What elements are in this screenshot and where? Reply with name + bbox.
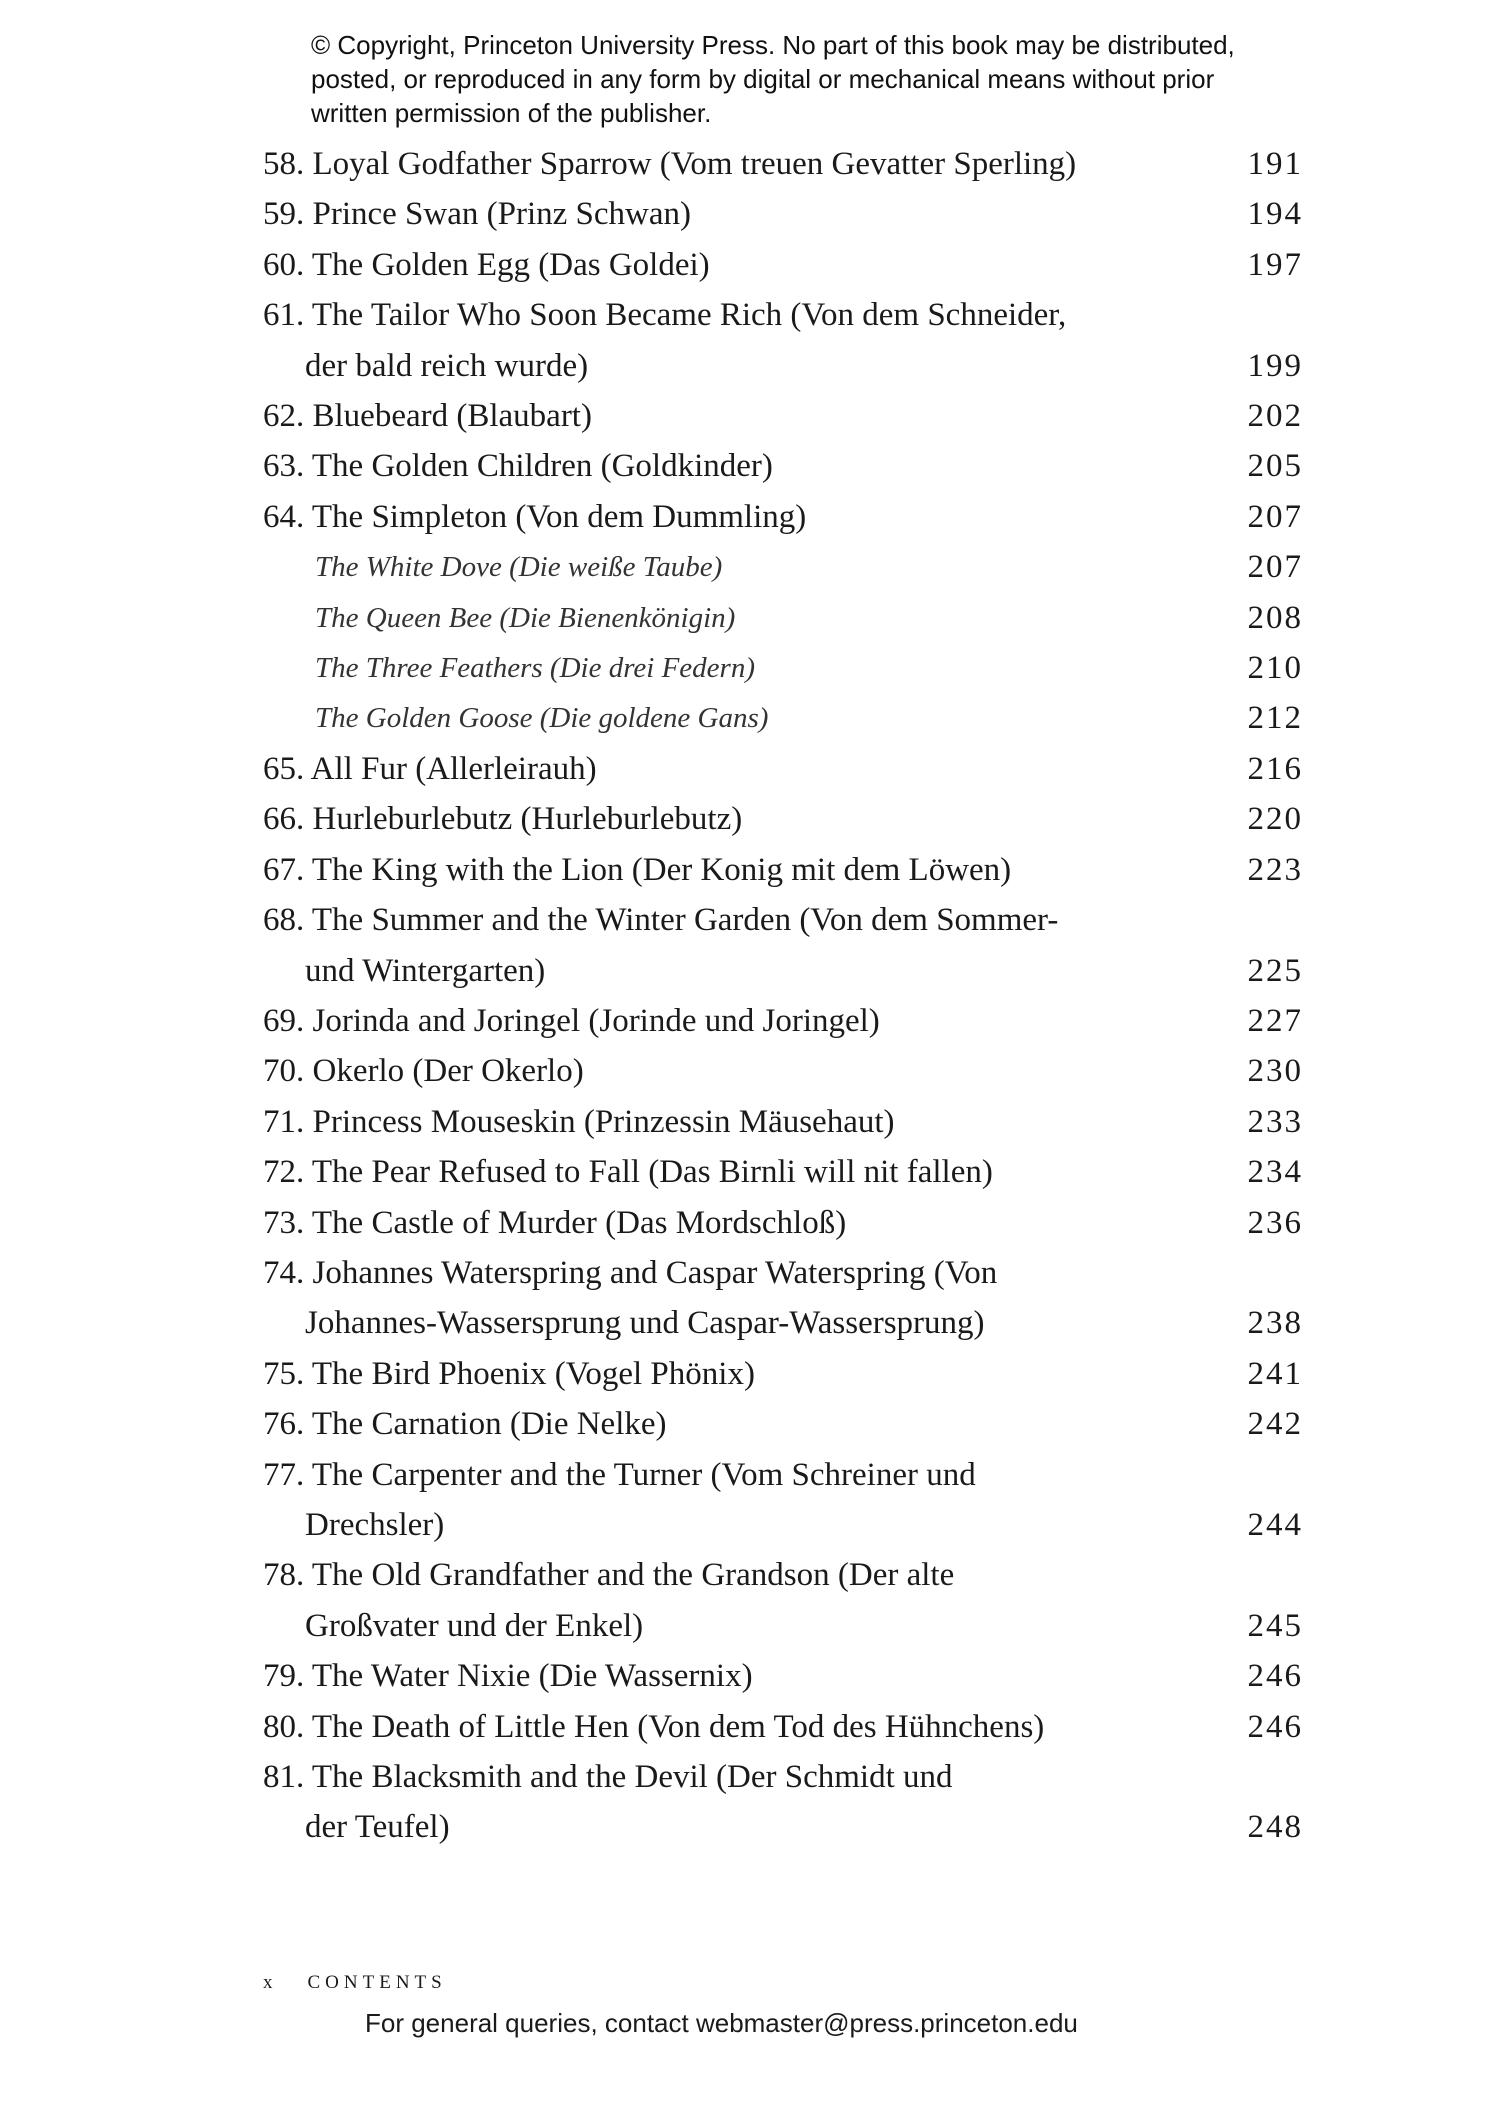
entry-title [263, 794, 1223, 844]
entry-page-number: 208 [1247, 599, 1303, 636]
entry-title [263, 1046, 1223, 1096]
entry-title-line: 64. The Simpleton (Von dem Dummling) [263, 498, 807, 535]
entry-title [263, 542, 1223, 592]
entry-title-line: 73. The Castle of Murder (Das Mordschloß) [263, 1204, 847, 1241]
entry-title-line: Johannes-Wassersprung und Caspar-Wassersprung) [305, 1305, 985, 1342]
entry-title-line: 72. The Pear Refused to Fall (Das Birnli will nit fallen) [263, 1154, 993, 1191]
entry-title-line: 81. The Blacksmith and the Devil (Der Schmidt und [263, 1759, 953, 1795]
entry-page-number: 210 [1247, 650, 1303, 687]
entry-page-number: 233 [1247, 1103, 1303, 1140]
entry-page-number: 238 [1247, 1305, 1303, 1342]
toc-entry [263, 1046, 1303, 1096]
entry-page-number: 197 [1247, 246, 1303, 283]
entry-title [263, 1349, 1223, 1399]
entry-title-line: The Golden Goose (Die goldene Gans) [315, 702, 769, 735]
toc-subentry [263, 693, 1303, 743]
running-head-title: CONTENTS [307, 1972, 447, 1993]
toc-entry [263, 1097, 1303, 1147]
entry-title [263, 693, 1223, 743]
toc-entry [263, 895, 1303, 996]
entry-page-number: 244 [1247, 1506, 1303, 1543]
entry-title [263, 290, 1223, 391]
entry-page-number: 245 [1247, 1607, 1303, 1644]
table-of-contents [263, 139, 1303, 1853]
toc-entry [263, 1450, 1303, 1551]
entry-title [263, 139, 1223, 189]
copyright-notice: © Copyright, Princeton University Press. No part of this book may be distributed, posted, or reproduced in any form by digital or mechanical means without prior written permission of the publisher. [311, 30, 1235, 128]
toc-entry [263, 845, 1303, 895]
toc-entry [263, 744, 1303, 794]
entry-title-line: 76. The Carnation (Die Nelke) [263, 1406, 667, 1443]
entry-title [263, 492, 1223, 542]
toc-subentry [263, 542, 1303, 592]
entry-title [263, 391, 1223, 441]
toc-entry [263, 996, 1303, 1046]
entry-page-number: 246 [1247, 1708, 1303, 1745]
entry-title-line: 71. Princess Mouseskin (Prinzessin Mäusehaut) [263, 1103, 895, 1140]
entry-page-number: 220 [1247, 801, 1303, 838]
entry-page-number: 227 [1247, 1002, 1303, 1039]
toc-entry [263, 290, 1303, 391]
toc-subentry [263, 643, 1303, 693]
page-folio: x [263, 1972, 278, 1993]
entry-title [263, 895, 1223, 996]
entry-title-line: 65. All Fur (Allerleirauh) [263, 750, 597, 787]
entry-page-number: 248 [1247, 1809, 1303, 1846]
entry-title [263, 1550, 1223, 1651]
entry-title-line: The Queen Bee (Die Bienenkönigin) [315, 601, 736, 634]
entry-title [263, 643, 1223, 693]
entry-title [263, 1399, 1223, 1449]
entry-title-line: 80. The Death of Little Hen (Von dem Tod des Hühnchens) [263, 1708, 1045, 1745]
entry-page-number: 207 [1247, 549, 1303, 586]
toc-entry [263, 794, 1303, 844]
toc-entry [263, 1248, 1303, 1349]
toc-entry [263, 1198, 1303, 1248]
entry-page-number: 212 [1247, 700, 1303, 737]
entry-title [263, 1651, 1223, 1701]
entry-title [263, 996, 1223, 1046]
entry-title-line: 59. Prince Swan (Prinz Schwan) [263, 196, 692, 233]
entry-page-number: 216 [1247, 750, 1303, 787]
toc-entry [263, 1752, 1303, 1853]
entry-title-line: 75. The Bird Phoenix (Vogel Phönix) [263, 1355, 755, 1392]
entry-title-line: The Three Feathers (Die drei Federn) [315, 652, 755, 685]
entry-page-number: 194 [1247, 196, 1303, 233]
toc-entry [263, 1651, 1303, 1701]
toc-entry [263, 189, 1303, 239]
entry-title-line: 63. The Golden Children (Goldkinder) [263, 448, 773, 485]
entry-page-number: 242 [1247, 1406, 1303, 1443]
entry-title-line: 61. The Tailor Who Soon Became Rich (Von dem Schneider, [263, 297, 1067, 334]
entry-page-number: 225 [1247, 952, 1303, 989]
contact-footer: For general queries, contact webmaster@press.princeton.edu [365, 2008, 1078, 2038]
entry-title [263, 593, 1223, 643]
entry-page-number: 202 [1247, 398, 1303, 435]
entry-title-line: 68. The Summer and the Winter Garden (Von dem Sommer- [263, 902, 1059, 939]
entry-title-line: 67. The King with the Lion (Der Konig mit dem Löwen) [263, 851, 1012, 888]
entry-page-number: 236 [1247, 1204, 1303, 1241]
entry-page-number: 199 [1247, 347, 1303, 384]
toc-entry [263, 492, 1303, 542]
entry-title-line: 66. Hurleburlebutz (Hurleburlebutz) [263, 801, 743, 838]
entry-page-number: 191 [1247, 146, 1303, 182]
entry-title-line: Drechsler) [305, 1506, 445, 1543]
toc-entry [263, 139, 1303, 189]
entry-title [263, 744, 1223, 794]
entry-title-line: der bald reich wurde) [305, 347, 589, 384]
entry-page-number: 205 [1247, 448, 1303, 485]
entry-title-line: der Teufel) [305, 1809, 450, 1846]
toc-entry [263, 1702, 1303, 1752]
toc-entry [263, 441, 1303, 491]
entry-title-line: 79. The Water Nixie (Die Wassernix) [263, 1658, 753, 1695]
entry-title [263, 1752, 1223, 1853]
entry-page-number: 241 [1247, 1355, 1303, 1392]
toc-subentry [263, 593, 1303, 643]
entry-title-line: 60. The Golden Egg (Das Goldei) [263, 246, 710, 283]
toc-entry [263, 1550, 1303, 1651]
entry-title-line: 58. Loyal Godfather Sparrow (Vom treuen Gevatter Sperling) [263, 146, 1077, 182]
entry-title-line: 78. The Old Grandfather and the Grandson (Der alte [263, 1557, 955, 1594]
toc-entry [263, 1399, 1303, 1449]
entry-page-number: 234 [1247, 1154, 1303, 1191]
entry-title [263, 1248, 1223, 1349]
entry-title [263, 1097, 1223, 1147]
entry-title-line: 69. Jorinda and Joringel (Jorinde und Joringel) [263, 1002, 880, 1039]
entry-title-line: The White Dove (Die weiße Taube) [315, 551, 723, 584]
entry-title [263, 1450, 1223, 1551]
entry-title [263, 1702, 1223, 1752]
entry-title [263, 189, 1223, 239]
entry-title [263, 1147, 1223, 1197]
toc-entry [263, 391, 1303, 441]
entry-page-number: 207 [1247, 498, 1303, 535]
entry-title-line: 77. The Carpenter and the Turner (Vom Schreiner und [263, 1456, 976, 1493]
entry-title-line: und Wintergarten) [305, 952, 546, 989]
entry-page-number: 230 [1247, 1053, 1303, 1090]
entry-title [263, 845, 1223, 895]
entry-page-number: 246 [1247, 1658, 1303, 1695]
entry-title [263, 240, 1223, 290]
entry-title-line: Großvater und der Enkel) [305, 1607, 644, 1644]
toc-entry [263, 1147, 1303, 1197]
running-head [263, 1972, 447, 1994]
entry-page-number: 223 [1247, 851, 1303, 888]
entry-title [263, 441, 1223, 491]
entry-title-line: 62. Bluebeard (Blaubart) [263, 398, 592, 435]
entry-title-line: 70. Okerlo (Der Okerlo) [263, 1053, 584, 1090]
entry-title-line: 74. Johannes Waterspring and Caspar Waterspring (Von [263, 1254, 998, 1291]
entry-title [263, 1198, 1223, 1248]
toc-entry [263, 1349, 1303, 1399]
toc-entry [263, 240, 1303, 290]
